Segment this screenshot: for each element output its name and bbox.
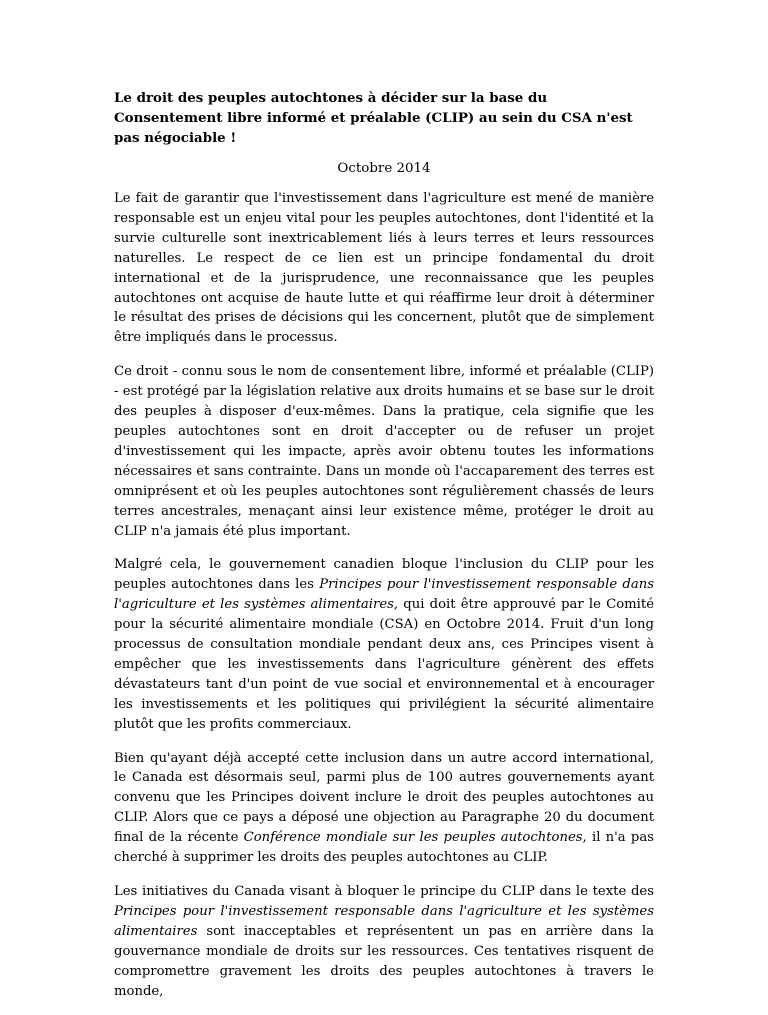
document-title: Le droit des peuples autochtones à décider sur la base du Consentement libre informé et préalable (CLIP) au sein du CSA n'est pas négociable ! xyxy=(114,90,633,146)
paragraph-text: Le fait de garantir que l'investissement dans l'agriculture est mené de manière responsable est un enjeu vital pour les peuples autochtones, dont l'identité et la survie culturelle sont inextricablement liés à leurs terres et leurs ressources naturelles. Le respect de ce lien est un principe fondamental du droit international et de la jurisprudence, une reconnaissance que les peuples autochtones ont acquise de haute lutte et qui réaffirme leur droit à déterminer le résultat des prises de décisions qui les concernent, plutôt que de simplement être impliqués dans le processus. xyxy=(114,191,654,346)
paragraph-3 xyxy=(114,555,654,734)
document-date: Octobre 2014 xyxy=(337,161,431,176)
paragraph-1 xyxy=(114,189,654,348)
principles-title-italic: Principes pour l'investissement responsable dans l'agriculture et les systèmes alimentaires xyxy=(114,903,654,939)
principles-title-italic: Principes pour l'investissement responsable dans l'agriculture et les systèmes alimentaires, xyxy=(114,577,654,613)
paragraph-text: Ce droit - connu sous le nom de consentement libre, informé et préalable (CLIP) - est protégé par la législation relative aux droits humains et se base sur le droit des peuples à disposer d'eux-mêmes. Dans la pratique, cela signifie que les peuples autochtones sont en droit d'accepter ou de refuser un projet d'investissement qui les impacte, après avoir obtenu toutes les informations nécessaires et sans contrainte. Dans un monde où l'accaparement des terres est omniprésent et où les peuples autochtones sont régulièrement chassés de leurs terres ancestrales, menaçant ainsi leur existence même, protéger le droit au CLIP n'a jamais été plus important. xyxy=(114,364,654,539)
paragraph-text: sont inacceptables et représentent un pas en arrière dans la gouvernance mondiale de droits sur les ressources. Ces tentatives risquent de compromettre gravement les droits des peuples autochtones à travers le monde, xyxy=(114,923,654,999)
paragraph-5 xyxy=(114,882,654,1001)
paragraph-text: Bien qu'ayant déjà accepté cette inclusion dans un autre accord international, le Canada est désormais seul, parmi plus de 100 autres gouvernements ayant convenu que les Principes doivent inclure le droit des peuples autochtones au CLIP. Alors que ce pays a déposé une objection au Paragraphe 20 du document final de la récente xyxy=(114,750,654,846)
paragraph-text: , il n'a pas cherché à supprimer les droits des peuples autochtones au CLIP. xyxy=(114,830,654,866)
paragraph-text: Les initiatives du Canada visant à bloquer le principe du CLIP dans le texte des xyxy=(114,884,654,899)
paragraph-text: Malgré cela, le gouvernement canadien bloque l'inclusion du CLIP pour les peuples autochtones dans les xyxy=(114,557,654,593)
paragraph-4 xyxy=(114,749,654,868)
conference-title-italic: Conférence mondiale sur les peuples autochtones xyxy=(243,830,583,846)
document-page xyxy=(114,88,654,1015)
paragraph-2 xyxy=(114,362,654,541)
paragraph-text: qui doit être approuvé par le Comité pour la sécurité alimentaire mondiale (CSA) en Octobre 2014. Fruit d'un long processus de consultation mondiale pendant deux ans, ces Principes visent à empêcher que les investissements dans l'agriculture génèrent des effets dévastateurs tant d'un point de vue social et environnemental et à encourager les investissements et les politiques qui privilégient la sécurité alimentaire plutôt que les profits commerciaux. xyxy=(114,597,654,732)
